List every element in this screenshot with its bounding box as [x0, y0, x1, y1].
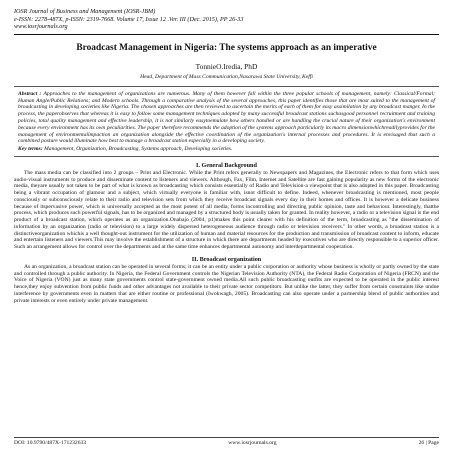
author-affiliation: Head, Department of Mass Communication,Nasarawa State University, Keffi — [140, 73, 313, 80]
section-title-general-background: I. General Background — [196, 161, 257, 169]
page-footer — [14, 437, 439, 446]
keywords-text: Management, Organization, Broadcasting, Systems approach, Developing societies. — [44, 146, 233, 153]
abstract-label: Abstract : — [18, 90, 42, 97]
journal-name: IOSR Journal of Business and Management (IOSR-JBM) — [14, 8, 156, 15]
section-title-broadcast-organization: II. Broadcast organization — [191, 255, 262, 263]
footer-doi: DOI: 10.9790/487X-171232633 — [14, 440, 87, 446]
author-name: TonnieO.Iredia, PhD — [195, 61, 258, 71]
abstract — [18, 91, 435, 145]
abstract-box — [14, 86, 439, 157]
section-paragraph-broadcast-organization: As an organization, a broadcast station can be operated in several forms; it can be an entity under a public corporation or authority whose business is wholly or partly owned by the state and controlled through a public authority. In Nigeria, the Federal Government controls the Nigerian Television Authority (NTA), the Federal Radio Corporation of Nigeria (FRCN) and the Voice of Nigeria (VON) just as many state governments control state-government owned media.All such public broadcasting outfits are expected to be operated in the public interest hence,they enjoy subvention from public funds and other advantages not available to their private sector competitors. But unlike the latter, they suffer from certain constraints like undue interference by governments even in matters that are either routine or professional (Iwokwagh, 2005). Broadcasting can also operate under a partnership blend of public authorities and private interests or even entirely under private management. — [14, 263, 439, 304]
journal-website[interactable]: www.iosrjournals.org — [14, 23, 68, 31]
paper-title: Broadcast Management in Nigeria: The systems approach as an imperative — [76, 42, 377, 53]
section-paragraph-general-background: The mass media can be classified into 2 groups – Print and Electronic. While the Print refers generally to Newspapers and Magazines, the Electronic refers to that form which uses audio-visual instruments to produce and disseminate content to listeners and viewers. Although, Fax, Film, Internet and Satellite are fast gaining popularity as new forms of the electronic media, theyare usually not taken to be part of what is known as broadcasting which consists essentially of Radio and Television-a viewpoint that is also adopted in this paper. Broadcasting being a vibrant occupation of glamour and a subject, which virtually everyone is familiar with, isnot difficult to define. Indeed, whenever broadcasting is mentioned, most people consciously or subconsciously relate to their radio and television sets from which they receive broadcast signals every day in their homes and offices. It is however a delicate business because of itspervasive power, which is universally accepted as the most potent of all media, forms incontrolling and directing public opinion, taste and behaviour. Interestingly, thatthe process, which produces such powerful signals, has to be organized and managed by a structured body is usually taken for granted. In reality however, a radio or a television signal is the end product of a broadcast station, which operates as an organization.Onabajo (2004, p1)makes this point clearer with his definition of the term, broadcasting as "the dissemination of information by an organization (radio or television) to a large widely dispersed heterogeneous audience through radio or television receivers." In other words, a broadcast station is a distinctiveorganization whichis a well thought-out instrument for the utilization of human and material resources for the production and transmission of broadcast content to inform, educate and entertain listeners and viewers.This may involve the establishment of a structure in which there are departments headed by executives who are directly responsible to a superior officer. Such an arrangement allows for control over the departments and at the same time enhances departmental autonomy and interdepartmental cooperation. — [14, 169, 439, 251]
footer-website[interactable]: www.iosrjournals.org — [228, 440, 277, 446]
keywords — [18, 146, 435, 153]
journal-issn-volume: e-ISSN: 2278-487X, p-ISSN: 2319-7668. Volume 17, Issue 12 .Ver. III (Dec. 2015), PP 26-33 — [14, 15, 244, 23]
journal-header — [14, 0, 439, 31]
footer-page-number: 26 | Page — [418, 440, 439, 446]
keywords-label: Key terms: — [18, 146, 43, 153]
abstract-text: Approaches to the management of organizations are numerous. Many of them however fall within the three popular schools of management, namely: Classical/Formal; Human Angle/Public Relations; and Modern schools. Through a comparative analysis of the several approaches, this paper identifies those that are most suited to the management of broadcasting in developing societies like Nigeria. The chosen approaches are then reviewed to ascertain the merits of each of them for easy assimilation by any broadcast manger. In the process, the paperobserves that whereas it is easy to follow some management techniques adopted by many successful broadcast stations suchasgood personnel recruitment and training policies, total quality management and effective leadership, it is not similarly easytoemulate how others handled or are handling the crucial nature of their organization's environment because every environment has its own peculiarities. The paper therefore recommends the adoption of the systems approach particularly its macro dimensionwhichreadilyprovides for the management of environmentalimpaction an organization alongside the effective coordination of the organization's internal processes and procedures. It is envisaged that such a combined posture would illuminate how best to manage a broadcast station especially in a developing society. — [18, 90, 435, 145]
header-rule — [14, 34, 439, 35]
